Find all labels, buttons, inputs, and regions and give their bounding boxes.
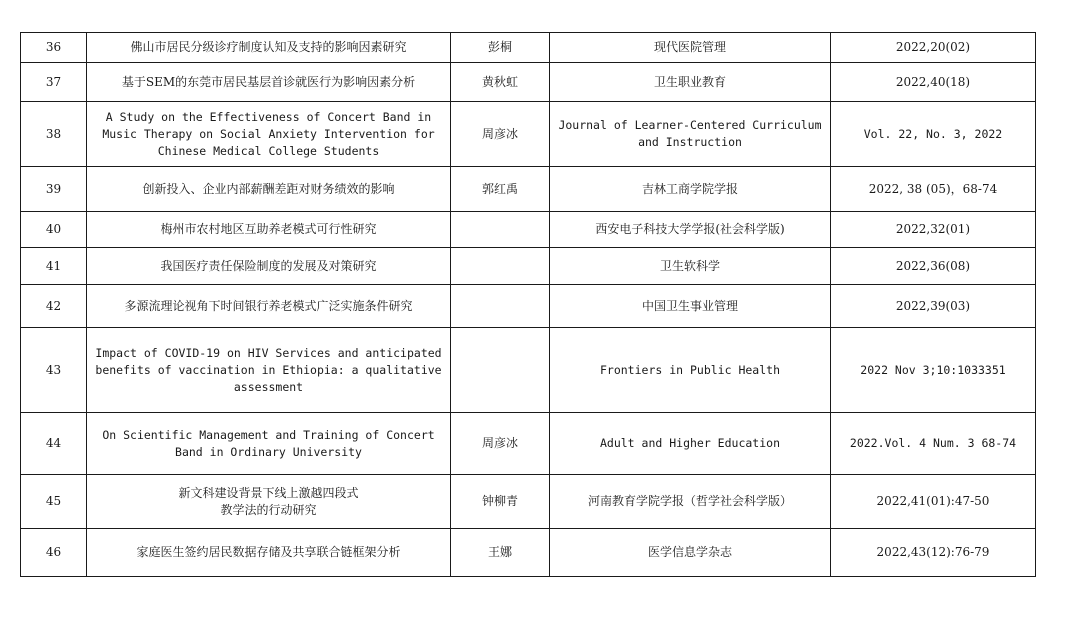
author bbox=[451, 248, 550, 285]
author: 彭桐 bbox=[451, 33, 550, 63]
paper-title: 我国医疗责任保险制度的发展及对策研究 bbox=[87, 248, 451, 285]
issue: Vol. 22, No. 3, 2022 bbox=[831, 102, 1036, 167]
paper-title: 创新投入、企业内部薪酬差距对财务绩效的影响 bbox=[87, 167, 451, 212]
table-row bbox=[21, 212, 1036, 248]
table-row bbox=[21, 33, 1036, 63]
issue: 2022,20(02) bbox=[831, 33, 1036, 63]
row-number: 39 bbox=[21, 167, 87, 212]
row-number: 43 bbox=[21, 328, 87, 413]
author: 王娜 bbox=[451, 529, 550, 577]
issue: 2022,41(01):47-50 bbox=[831, 475, 1036, 529]
journal: 卫生软科学 bbox=[550, 248, 831, 285]
paper-title: 佛山市居民分级诊疗制度认知及支持的影响因素研究 bbox=[87, 33, 451, 63]
row-number: 42 bbox=[21, 285, 87, 328]
journal: 现代医院管理 bbox=[550, 33, 831, 63]
journal: 西安电子科技大学学报(社会科学版) bbox=[550, 212, 831, 248]
author: 黄秋虹 bbox=[451, 63, 550, 102]
journal: 医学信息学杂志 bbox=[550, 529, 831, 577]
issue: 2022,39(03) bbox=[831, 285, 1036, 328]
publication-table bbox=[20, 32, 1036, 577]
row-number: 37 bbox=[21, 63, 87, 102]
author: 钟柳青 bbox=[451, 475, 550, 529]
issue: 2022,36(08) bbox=[831, 248, 1036, 285]
table-row bbox=[21, 167, 1036, 212]
author: 周彦冰 bbox=[451, 102, 550, 167]
table-row bbox=[21, 102, 1036, 167]
journal: 卫生职业教育 bbox=[550, 63, 831, 102]
issue: 2022, 38 (05)，68-74 bbox=[831, 167, 1036, 212]
paper-title: Impact of COVID-19 on HIV Services and anticipated benefits of vaccination in Ethiopia: a qualitative assessment bbox=[87, 328, 451, 413]
table-row bbox=[21, 248, 1036, 285]
author bbox=[451, 328, 550, 413]
issue: 2022,32(01) bbox=[831, 212, 1036, 248]
paper-title: A Study on the Effectiveness of Concert Band in Music Therapy on Social Anxiety Intervention for Chinese Medical College Students bbox=[87, 102, 451, 167]
paper-title: 基于SEM的东莞市居民基层首诊就医行为影响因素分析 bbox=[87, 63, 451, 102]
paper-title: 多源流理论视角下时间银行养老模式广泛实施条件研究 bbox=[87, 285, 451, 328]
row-number: 45 bbox=[21, 475, 87, 529]
table-row bbox=[21, 328, 1036, 413]
issue: 2022.Vol. 4 Num. 3 68-74 bbox=[831, 413, 1036, 475]
paper-title: 家庭医生签约居民数据存储及共享联合链框架分析 bbox=[87, 529, 451, 577]
author bbox=[451, 212, 550, 248]
author bbox=[451, 285, 550, 328]
paper-title: On Scientific Management and Training of Concert Band in Ordinary University bbox=[87, 413, 451, 475]
row-number: 40 bbox=[21, 212, 87, 248]
journal: Journal of Learner-Centered Curriculum and Instruction bbox=[550, 102, 831, 167]
journal: 中国卫生事业管理 bbox=[550, 285, 831, 328]
row-number: 38 bbox=[21, 102, 87, 167]
row-number: 41 bbox=[21, 248, 87, 285]
row-number: 46 bbox=[21, 529, 87, 577]
row-number: 44 bbox=[21, 413, 87, 475]
issue: 2022,40(18) bbox=[831, 63, 1036, 102]
author: 郭红禹 bbox=[451, 167, 550, 212]
journal: Adult and Higher Education bbox=[550, 413, 831, 475]
journal: Frontiers in Public Health bbox=[550, 328, 831, 413]
table-row bbox=[21, 529, 1036, 577]
row-number: 36 bbox=[21, 33, 87, 63]
paper-title: 新文科建设背景下线上激越四段式 教学法的行动研究 bbox=[87, 475, 451, 529]
table-row bbox=[21, 475, 1036, 529]
table-row bbox=[21, 285, 1036, 328]
table-row bbox=[21, 63, 1036, 102]
journal: 河南教育学院学报（哲学社会科学版） bbox=[550, 475, 831, 529]
issue: 2022,43(12):76-79 bbox=[831, 529, 1036, 577]
paper-title: 梅州市农村地区互助养老模式可行性研究 bbox=[87, 212, 451, 248]
issue: 2022 Nov 3;10:1033351 bbox=[831, 328, 1036, 413]
table-row bbox=[21, 413, 1036, 475]
author: 周彦冰 bbox=[451, 413, 550, 475]
journal: 吉林工商学院学报 bbox=[550, 167, 831, 212]
